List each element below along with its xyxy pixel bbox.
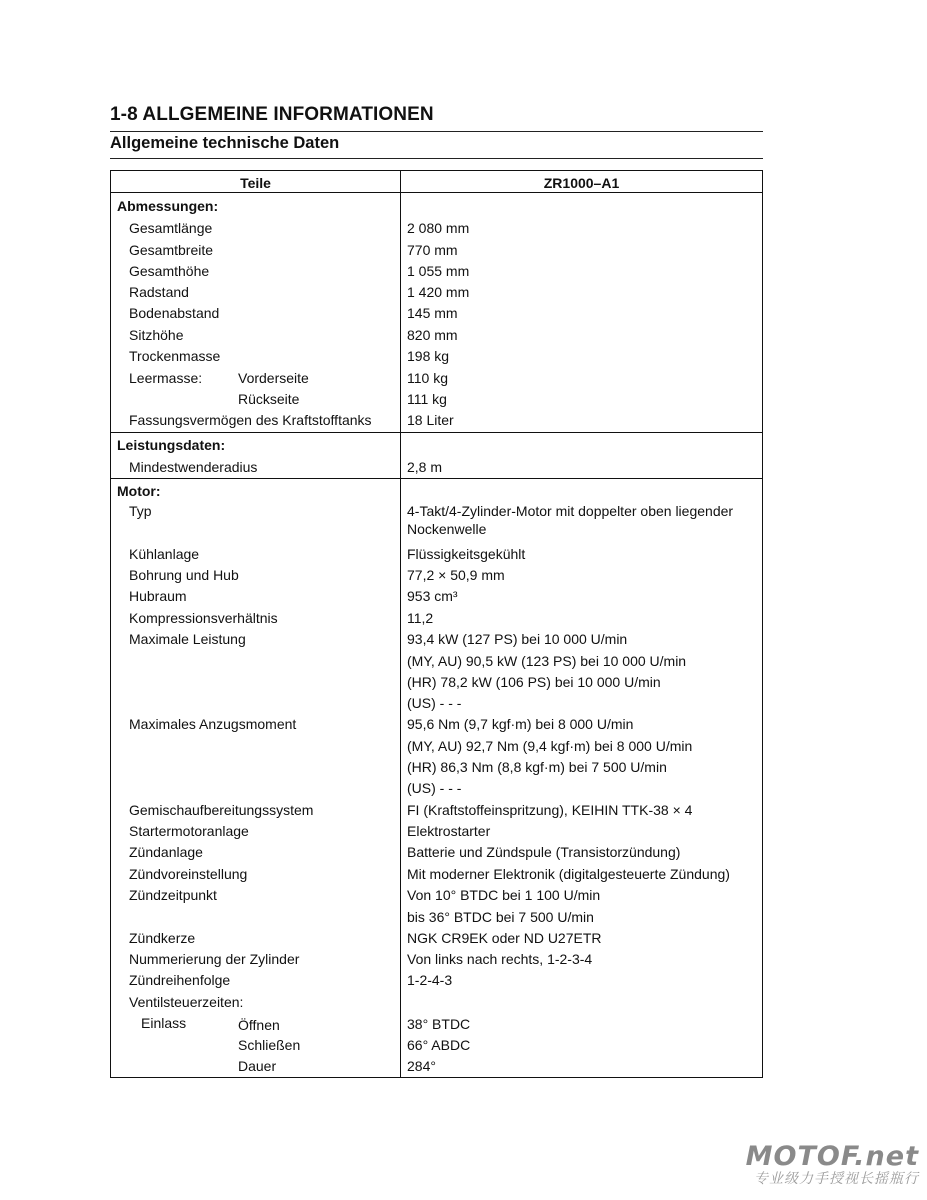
header-divider: [111, 192, 762, 193]
spec-table: [110, 170, 763, 1078]
spec-label: Kühlanlage: [129, 546, 200, 562]
spec-label: Nummerierung der Zylinder: [129, 951, 300, 967]
spec-value: 198 kg: [407, 348, 450, 364]
spec-value: 770 mm: [407, 242, 458, 258]
spec-value: 38° BTDC: [407, 1016, 471, 1032]
spec-value: Batterie und Zündspule (Transistorzündung): [407, 844, 681, 860]
spec-label: Gesamthöhe: [129, 263, 210, 279]
spec-value: 953 cm³: [407, 588, 458, 604]
spec-value: (MY, AU) 92,7 Nm (9,4 kgf·m) bei 8 000 U/min: [407, 738, 693, 754]
column-divider: [400, 171, 401, 1077]
spec-label: Fassungsvermögen des Kraftstofftanks: [129, 412, 372, 428]
spec-label: Mindestwenderadius: [129, 459, 258, 475]
spec-label: Gesamtlänge: [129, 220, 213, 236]
spec-label: Startermotoranlage: [129, 823, 249, 839]
page-heading: 1-8 ALLGEMEINE INFORMATIONEN: [110, 104, 434, 125]
spec-value: 66° ABDC: [407, 1037, 471, 1053]
watermark-brand: MOTOF.net: [745, 1141, 919, 1172]
spec-label: Maximales Anzugsmoment: [129, 716, 297, 732]
spec-label: Maximale Leistung: [129, 631, 246, 647]
spec-value: Von 10° BTDC bei 1 100 U/min: [407, 887, 601, 903]
spec-sublabel: Öffnen: [238, 1017, 280, 1033]
spec-value: 2,8 m: [407, 459, 443, 475]
spec-label: Trockenmasse: [129, 348, 221, 364]
spec-value: (HR) 78,2 kW (106 PS) bei 10 000 U/min: [407, 674, 661, 690]
section-performance: Leistungsdaten:: [117, 437, 226, 453]
section-title: Allgemeine technische Daten: [110, 134, 340, 152]
spec-value: 2 080 mm: [407, 220, 470, 236]
column-header-parts: Teile: [240, 175, 271, 191]
spec-value: 11,2: [407, 610, 434, 626]
spec-label: Einlass: [141, 1015, 187, 1031]
heading-rule: [110, 131, 763, 132]
watermark-tagline: 专业级力手授视长摇瓶行: [754, 1170, 919, 1186]
section-divider: [111, 432, 762, 433]
spec-label: Ventilsteuerzeiten:: [129, 994, 244, 1010]
spec-label: Zündreihenfolge: [129, 972, 231, 988]
spec-value: 18 Liter: [407, 412, 454, 428]
spec-label: Typ: [129, 503, 152, 519]
spec-value: FI (Kraftstoffeinspritzung), KEIHIN TTK-38 × 4: [407, 802, 693, 818]
spec-label: Gemischaufbereitungssystem: [129, 802, 314, 818]
spec-label: Bodenabstand: [129, 305, 220, 321]
spec-label: Hubraum: [129, 588, 187, 604]
spec-sublabel: Rückseite: [238, 391, 300, 407]
spec-value: (US) - - -: [407, 780, 462, 796]
spec-value: 1-2-4-3: [407, 972, 453, 988]
spec-value: 284°: [407, 1058, 436, 1074]
spec-label: Sitzhöhe: [129, 327, 184, 343]
spec-value: (HR) 86,3 Nm (8,8 kgf·m) bei 7 500 U/min: [407, 759, 667, 775]
spec-value: 145 mm: [407, 305, 458, 321]
spec-value: 4-Takt/4-Zylinder-Motor mit doppelter oben liegender Nockenwelle: [407, 503, 734, 537]
spec-label: Zündzeitpunkt: [129, 887, 217, 903]
spec-sublabel: Dauer: [238, 1058, 277, 1074]
spec-label: Radstand: [129, 284, 189, 300]
spec-sublabel: Schließen: [238, 1037, 301, 1053]
column-header-model: ZR1000–A1: [543, 175, 620, 191]
spec-value: 95,6 Nm (9,7 kgf·m) bei 8 000 U/min: [407, 716, 634, 732]
spec-value: (MY, AU) 90,5 kW (123 PS) bei 10 000 U/min: [407, 653, 687, 669]
spec-label: Kompressionsverhältnis: [129, 610, 278, 626]
spec-value: 93,4 kW (127 PS) bei 10 000 U/min: [407, 631, 628, 647]
spec-value: 111 kg: [407, 391, 447, 407]
spec-value: Mit moderner Elektronik (digitalgesteuerte Zündung): [407, 866, 730, 882]
spec-value: 77,2 × 50,9 mm: [407, 567, 505, 583]
spec-value: 820 mm: [407, 327, 458, 343]
section-rule: [110, 158, 763, 159]
spec-label: Zündvoreinstellung: [129, 866, 248, 882]
section-engine: Motor:: [117, 483, 161, 499]
spec-value: 110 kg: [407, 370, 448, 386]
watermark-logo: [746, 1141, 919, 1188]
spec-label: Gesamtbreite: [129, 242, 214, 258]
spec-label: Zündanlage: [129, 844, 203, 860]
spec-value: NGK CR9EK oder ND U27ETR: [407, 930, 602, 946]
spec-label: Leermasse:: [129, 370, 203, 386]
spec-label: Bohrung und Hub: [129, 567, 239, 583]
spec-value: bis 36° BTDC bei 7 500 U/min: [407, 909, 594, 925]
spec-value: Elektrostarter: [407, 823, 491, 839]
section-divider: [111, 478, 762, 479]
spec-sublabel: Vorderseite: [238, 370, 309, 386]
spec-label: Zündkerze: [129, 930, 196, 946]
spec-value: 1 420 mm: [407, 284, 470, 300]
section-dimensions: Abmessungen:: [117, 198, 219, 214]
spec-value: (US) - - -: [407, 695, 462, 711]
spec-value: Von links nach rechts, 1-2-3-4: [407, 951, 593, 967]
spec-value: Flüssigkeitsgekühlt: [407, 546, 526, 562]
spec-value: 1 055 mm: [407, 263, 470, 279]
